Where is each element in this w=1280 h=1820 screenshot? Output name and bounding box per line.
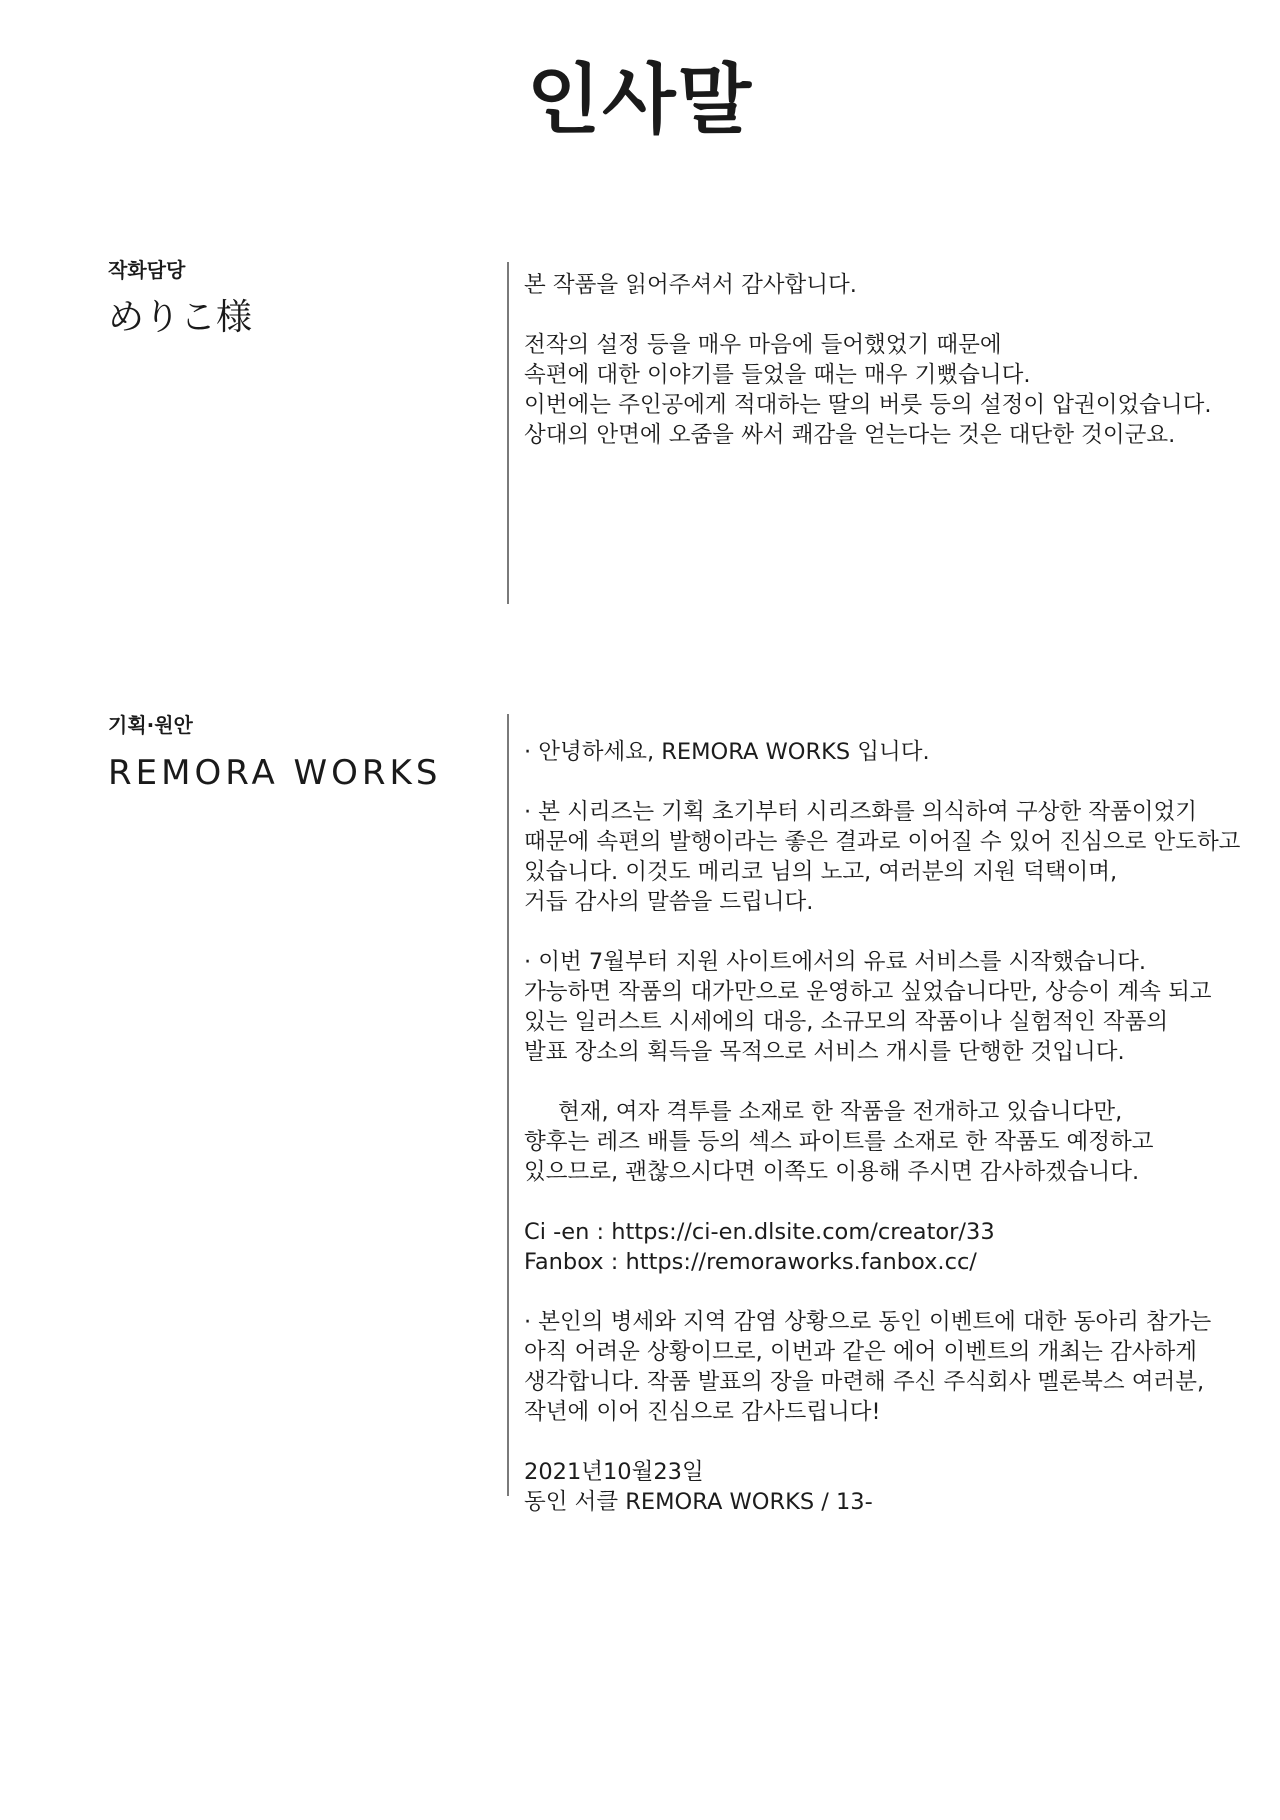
artist-role-label: 작화담당 [108, 258, 186, 282]
message-paragraph [524, 1307, 1264, 1427]
fanbox-link: Fanbox : https://remoraworks.fanbox.cc/ [524, 1249, 977, 1275]
message-line: 현재, 여자 격투를 소재로 한 작품을 전개하고 있습니다만, [558, 1099, 1123, 1125]
message-paragraph [524, 330, 1264, 450]
message-line: · 안녕하세요, REMORA WORKS 입니다. [524, 739, 930, 765]
vertical-divider [507, 714, 509, 1496]
message-paragraph [524, 797, 1264, 917]
circle-name: REMORA WORKS [108, 753, 442, 793]
artist-name: めりこ様 [108, 297, 253, 338]
ci-en-link: Ci -en : https://ci-en.dlsite.com/creator/33 [524, 1219, 995, 1245]
planning-message [524, 737, 1264, 1517]
message-line: 거듭 감사의 말씀을 드립니다. [524, 889, 814, 915]
page-title: 인사말 [526, 55, 754, 144]
message-line: 아직 어려운 상황이므로, 이번과 같은 에어 이벤트의 개최는 감사하게 [524, 1339, 1197, 1365]
message-line: 때문에 속편의 발행이라는 좋은 결과로 이어질 수 있어 진심으로 안도하고 [524, 829, 1241, 855]
message-line: 속편에 대한 이야기를 들었을 때는 매우 기뻤습니다. [524, 362, 1031, 388]
message-line: 있습니다. 이것도 메리코 님의 노고, 여러분의 지원 덕택이며, [524, 859, 1118, 885]
message-paragraph [524, 947, 1264, 1067]
links-paragraph [524, 1217, 1264, 1277]
signature-line: 동인 서클 REMORA WORKS / 13- [524, 1489, 873, 1515]
message-line: 상대의 안면에 오줌을 싸서 쾌감을 얻는다는 것은 대단한 것이군요. [524, 422, 1176, 448]
message-paragraph [524, 270, 1264, 300]
message-line: 있는 일러스트 시세에의 대응, 소규모의 작품이나 실험적인 작품의 [524, 1009, 1169, 1035]
planning-role-label: 기획·원안 [108, 713, 193, 737]
message-line: · 본인의 병세와 지역 감염 상황으로 동인 이벤트에 대한 동아리 참가는 [524, 1309, 1212, 1335]
date-line: 2021년10월23일 [524, 1459, 704, 1485]
message-paragraph [524, 1097, 1264, 1187]
message-line: 작년에 이어 진심으로 감사드립니다! [524, 1399, 881, 1425]
message-line: 있으므로, 괜찮으시다면 이쪽도 이용해 주시면 감사하겠습니다. [524, 1159, 1140, 1185]
message-line: · 이번 7월부터 지원 사이트에서의 유료 서비스를 시작했습니다. [524, 949, 1147, 975]
message-line: 전작의 설정 등을 매우 마음에 들어했었기 때문에 [524, 332, 1002, 358]
signature-paragraph [524, 1457, 1264, 1517]
message-line: · 본 시리즈는 기획 초기부터 시리즈화를 의식하여 구상한 작품이었기 [524, 799, 1197, 825]
message-line: 이번에는 주인공에게 적대하는 딸의 버릇 등의 설정이 압권이었습니다. [524, 392, 1212, 418]
message-line: 가능하면 작품의 대가만으로 운영하고 싶었습니다만, 상승이 계속 되고 [524, 979, 1212, 1005]
artist-message [524, 270, 1264, 450]
message-line: 발표 장소의 획득을 목적으로 서비스 개시를 단행한 것입니다. [524, 1039, 1125, 1065]
message-paragraph [524, 737, 1264, 767]
message-line: 본 작품을 읽어주셔서 감사합니다. [524, 272, 857, 298]
message-line: 향후는 레즈 배틀 등의 섹스 파이트를 소재로 한 작품도 예정하고 [524, 1129, 1154, 1155]
vertical-divider [507, 262, 509, 604]
message-line: 생각합니다. 작품 발표의 장을 마련해 주신 주식회사 멜론북스 여러분, [524, 1369, 1205, 1395]
